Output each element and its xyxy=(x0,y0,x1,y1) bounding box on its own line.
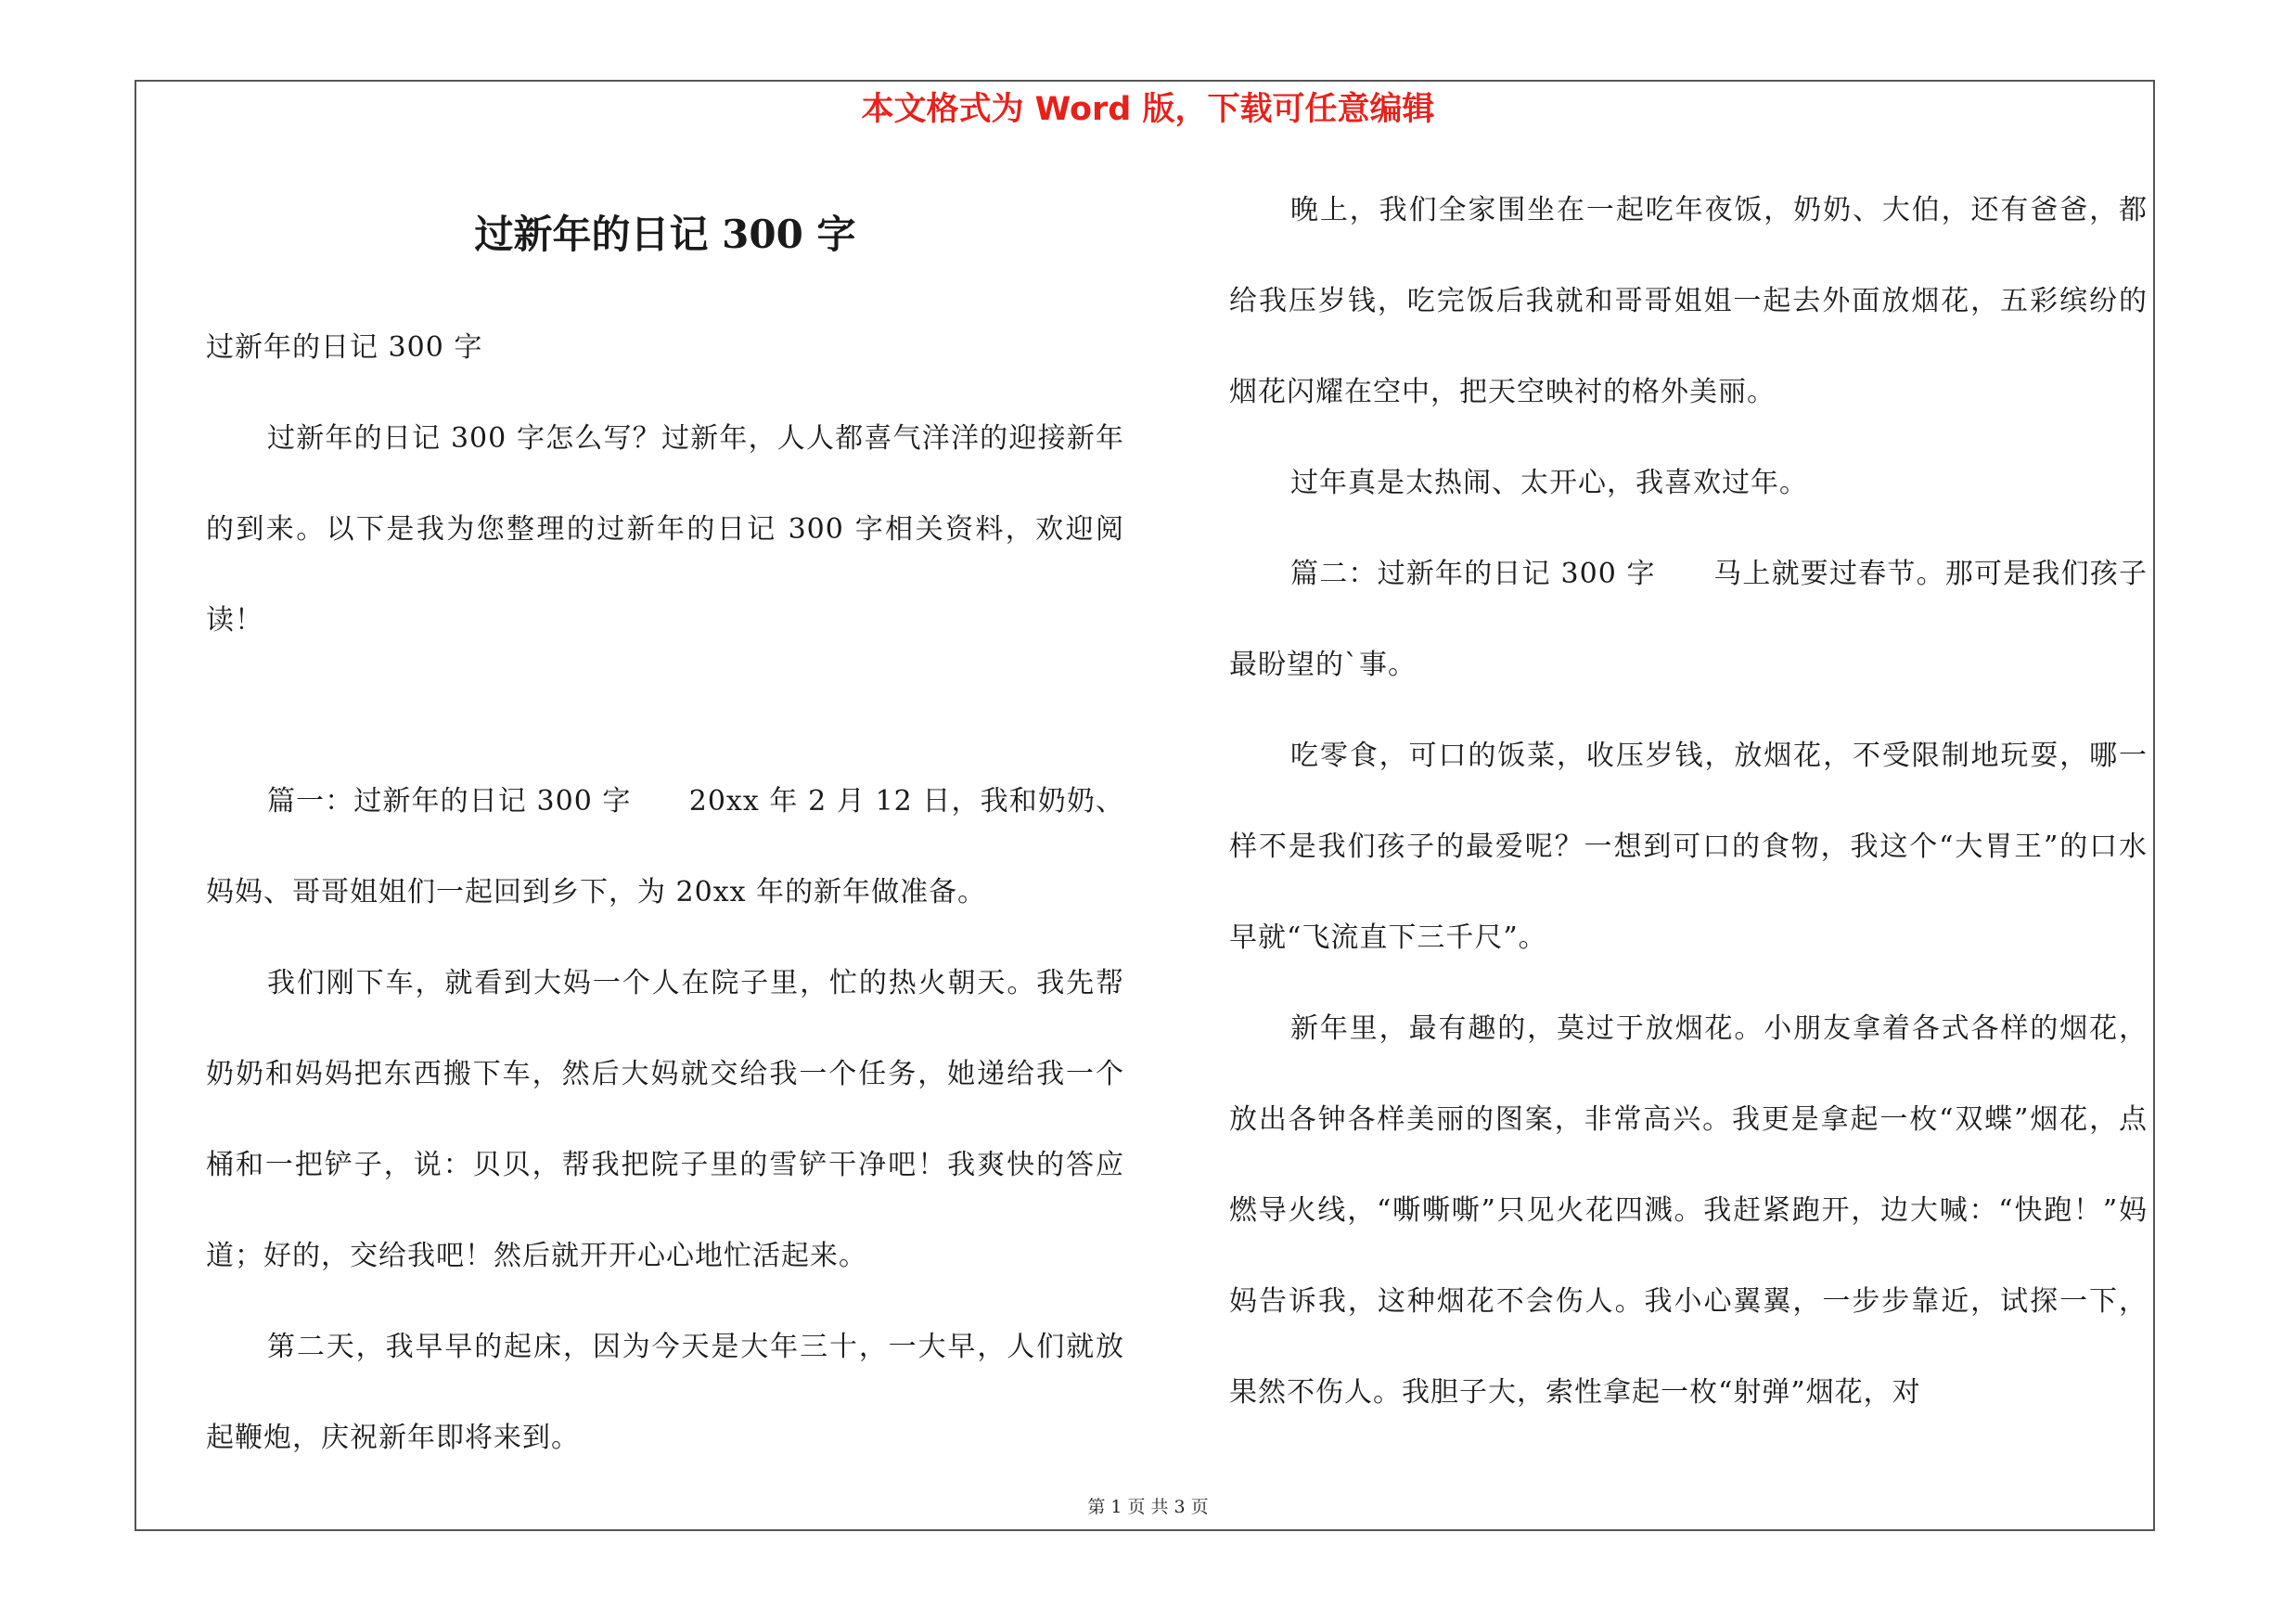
right-paragraph-1: 晚上，我们全家围坐在一起吃年夜饭，奶奶、大伯，还有爸爸，都给我压岁钱，吃完饭后我就和哥哥姐姐一起去外面放烟花，五彩缤纷的烟花闪耀在空中，把天空映衬的格外美丽。 xyxy=(1229,194,2148,408)
word-format-banner: 本文格式为 Word 版，下载可任意编辑 xyxy=(861,91,1435,128)
document-title: 过新年的日记 300 字 xyxy=(474,212,856,257)
right-paragraph-4: 吃零食，可口的饭菜，收压岁钱，放烟花，不受限制地玩耍，哪一样不是我们孩子的最爱呢？一想到可口的食物，我这个“大胃王”的口水早就“飞流直下三千尺”。 xyxy=(1229,740,2148,954)
page-number-footer: 第 1 页 共 3 页 xyxy=(1087,1497,1209,1517)
left-paragraph-2: 我们刚下车，就看到大妈一个人在院子里，忙的热火朝天。我先帮奶奶和妈妈把东西搬下车，然后大妈就交给我一个任务，她递给我一个桶和一把铲子，说：贝贝，帮我把院子里的雪铲干净吧！我爽快的答应道；好的，交给我吧！然后就开开心心地忙活起来。 xyxy=(206,967,1124,1272)
intro-paragraph: 过新年的日记 300 字怎么写？过新年，人人都喜气洋洋的迎接新年的到来。以下是我为您整理的过新年的日记 300 字相关资料，欢迎阅读！ xyxy=(206,422,1124,637)
left-paragraph-3: 第二天，我早早的起床，因为今天是大年三十，一大早，人们就放起鞭炮，庆祝新年即将来到。 xyxy=(206,1331,1124,1454)
chapter-one-paragraph: 篇一：过新年的日记 300 字 20xx 年 2 月 12 日，我和奶奶、妈妈、哥哥姐姐们一起回到乡下，为 20xx 年的新年做准备。 xyxy=(206,785,1124,908)
chapter-two-paragraph: 篇二：过新年的日记 300 字 马上就要过春节。那可是我们孩子最盼望的`事。 xyxy=(1229,558,2148,681)
right-paragraph-5: 新年里，最有趣的，莫过于放烟花。小朋友拿着各式各样的烟花，放出各钟各样美丽的图案，非常高兴。我更是拿起一枚“双蝶”烟花，点燃导火线，“嘶嘶嘶”只见火花四溅。我赶紧跑开，边大喊：“快跑！”妈妈告诉我，这种烟花不会伤人。我小心翼翼，一步步靠近，试探一下，果然不伤人。我胆子大，索性拿起一枚“射弹”烟花，对 xyxy=(1229,1012,2148,1409)
subtitle-line: 过新年的日记 300 字 xyxy=(206,331,483,364)
right-paragraph-2: 过年真是太热闹、太开心，我喜欢过年。 xyxy=(1290,467,1808,499)
